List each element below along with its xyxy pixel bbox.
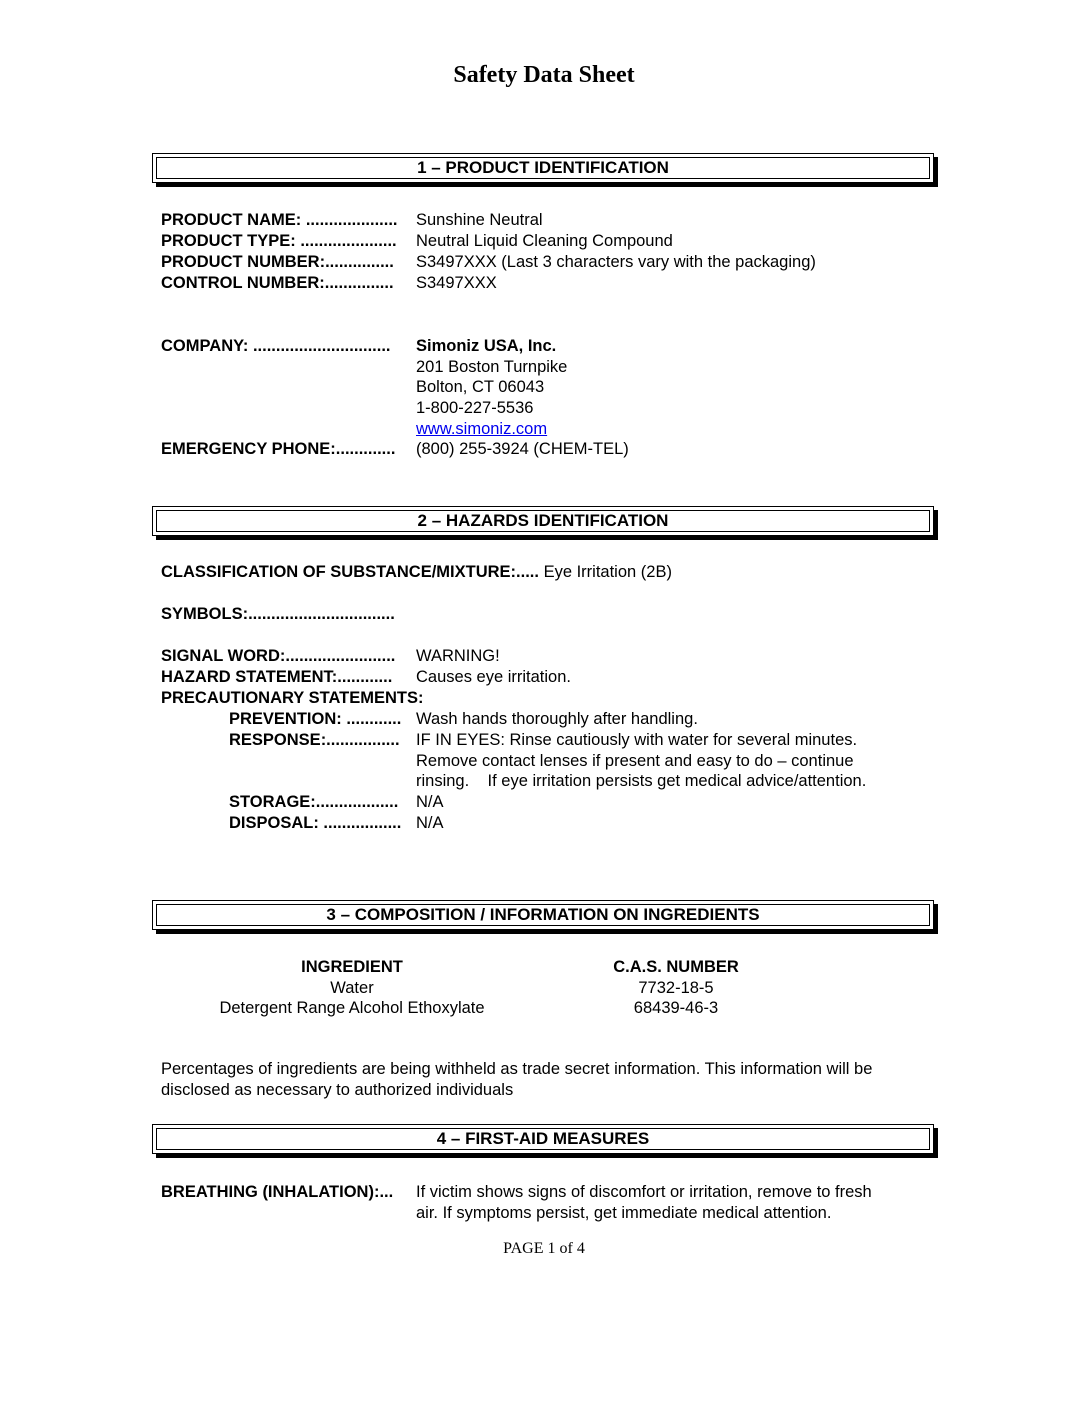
field-label: PREVENTION: ............ (229, 710, 402, 728)
field-value: Sunshine Neutral (416, 211, 543, 229)
field-value: If victim shows signs of discomfort or irritation, remove to fresh (416, 1183, 872, 1201)
classification-row (161, 562, 672, 583)
page-number: PAGE 1 of 4 (503, 1240, 585, 1257)
field-value: rinsing. If eye irritation persists get medical advice/attention. (416, 772, 867, 790)
field-label: CONTROL NUMBER:............... (161, 274, 394, 292)
field-value: N/A (416, 793, 444, 811)
field-label: SIGNAL WORD:........................ (161, 647, 396, 665)
field-label: PRECAUTIONARY STATEMENTS: (161, 689, 424, 707)
field-value: IF IN EYES: Rinse cautiously with water for several minutes. (416, 731, 858, 749)
company-name: Simoniz USA, Inc. (416, 337, 557, 355)
field-value: Causes eye irritation. (416, 668, 571, 686)
section-header-composition (152, 900, 934, 930)
ingredient-cas: 7732-18-5 (638, 979, 714, 997)
field-label: BREATHING (INHALATION):... (161, 1183, 394, 1201)
field-value: N/A (416, 814, 444, 832)
page-title: Safety Data Sheet (453, 62, 635, 88)
field-label: PRODUCT TYPE: ..................... (161, 232, 397, 250)
section-title: 4 – FIRST-AID MEASURES (156, 1128, 930, 1150)
ingredient-name: Detergent Range Alcohol Ethoxylate (219, 999, 485, 1017)
field-label: PRODUCT NAME: .................... (161, 211, 398, 229)
field-label: HAZARD STATEMENT:............ (161, 668, 393, 686)
trade-secret-note: Percentages of ingredients are being withheld as trade secret information. This information will be disclosed as necessary to authorized individuals (161, 1060, 873, 1099)
field-value: Remove contact lenses if present and easy to do – continue (416, 752, 854, 770)
company-website-link[interactable]: www.simoniz.com (416, 420, 548, 438)
field-value: S3497XXX (Last 3 characters vary with the packaging) (416, 253, 816, 271)
company-phone: 1-800-227-5536 (416, 399, 534, 417)
field-label: PRODUCT NUMBER:............... (161, 253, 394, 271)
section-header-hazards-identification (152, 506, 934, 536)
field-value: air. If symptoms persist, get immediate medical attention. (416, 1204, 832, 1222)
field-value: (800) 255-3924 (CHEM-TEL) (416, 440, 629, 458)
ingredient-cas: 68439-46-3 (633, 999, 719, 1017)
section-header-first-aid (152, 1124, 934, 1154)
field-value: S3497XXX (416, 274, 497, 292)
section-title: 2 – HAZARDS IDENTIFICATION (156, 510, 930, 532)
field-label: EMERGENCY PHONE:............. (161, 440, 396, 458)
company-address-line: Bolton, CT 06043 (416, 378, 545, 396)
section-title: 1 – PRODUCT IDENTIFICATION (156, 157, 930, 179)
field-label: CLASSIFICATION OF SUBSTANCE/MIXTURE:..... (161, 563, 539, 581)
cas-column-header: C.A.S. NUMBER (613, 958, 739, 976)
field-value: Eye Irritation (2B) (543, 563, 672, 581)
company-address-line: 201 Boston Turnpike (416, 358, 568, 376)
section-title: 3 – COMPOSITION / INFORMATION ON INGREDIENTS (156, 904, 930, 926)
section-header-product-identification (152, 153, 934, 183)
field-label: STORAGE:.................. (229, 793, 399, 811)
ingredient-name: Water (330, 979, 374, 997)
field-label: RESPONSE:................ (229, 731, 400, 749)
field-value: Wash hands thoroughly after handling. (416, 710, 698, 728)
ingredient-column-header: INGREDIENT (301, 958, 403, 976)
field-value: Neutral Liquid Cleaning Compound (416, 232, 673, 250)
field-label: COMPANY: .............................. (161, 337, 391, 355)
field-label: DISPOSAL: ................. (229, 814, 402, 832)
field-value: WARNING! (416, 647, 500, 665)
field-label: SYMBOLS:................................ (161, 605, 395, 623)
